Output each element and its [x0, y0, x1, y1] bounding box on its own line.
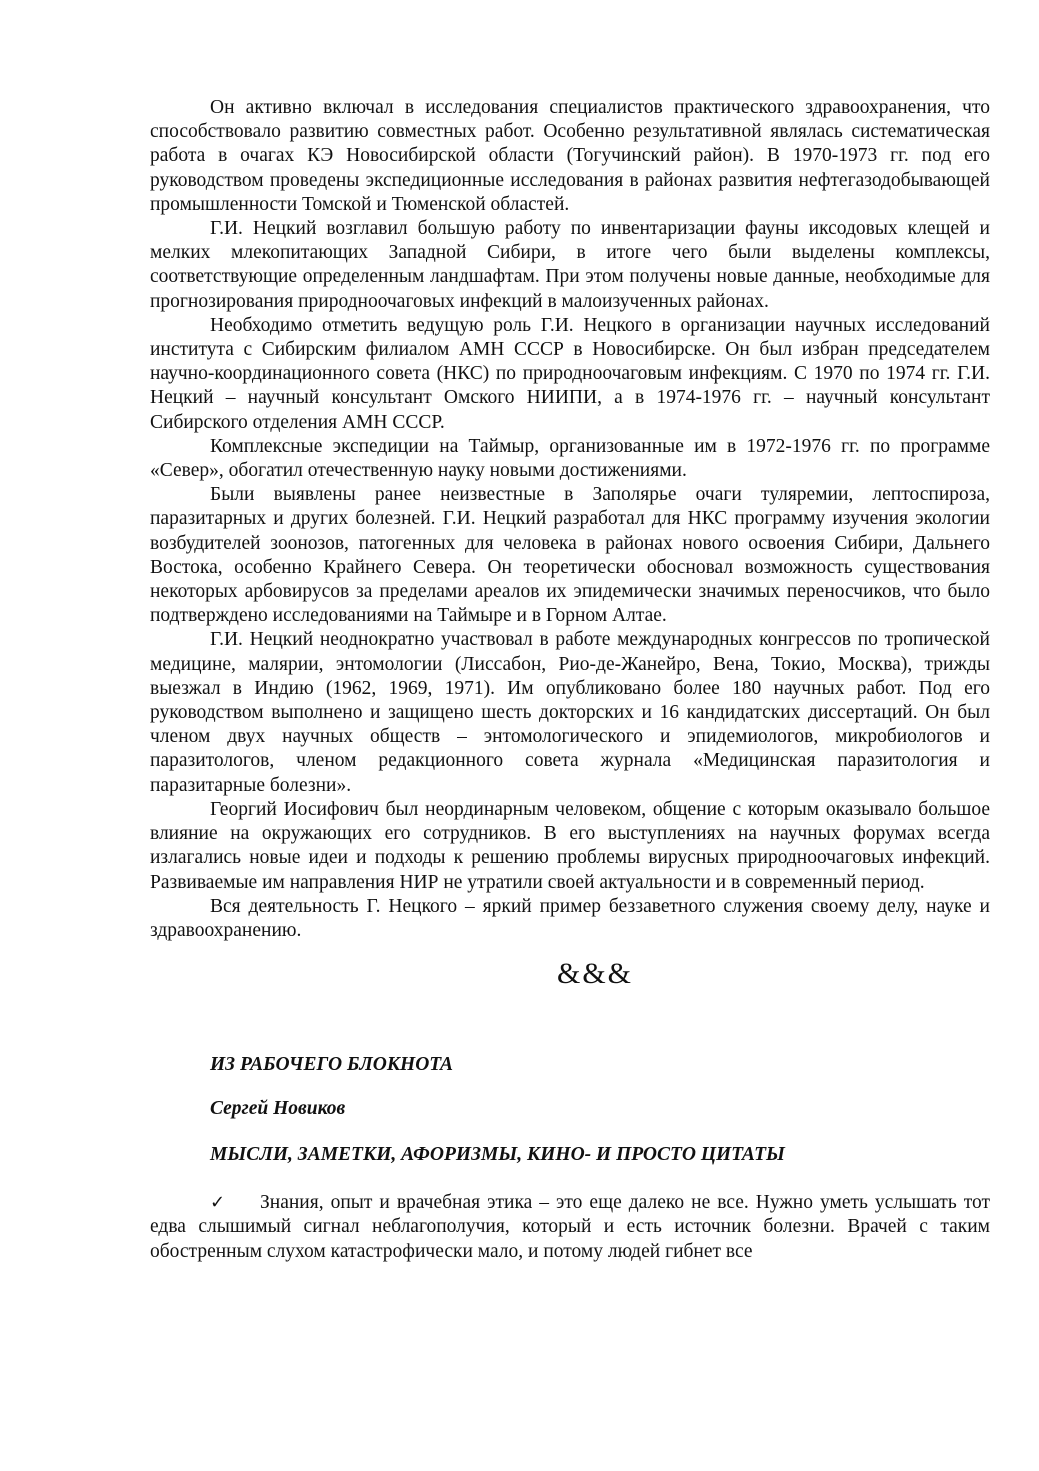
section-subtitle: МЫСЛИ, ЗАМЕТКИ, АФОРИЗМЫ, КИНО- И ПРОСТО ЦИТАТЫ: [210, 1144, 785, 1166]
document-page: [150, 96, 990, 1264]
body-paragraph: Комплексные экспедиции на Таймыр, организованные им в 1972-1976 гг. по программе «Север», обогатил отечественную науку новыми достижениями.: [150, 435, 990, 482]
section-title: ИЗ РАБОЧЕГО БЛОКНОТА: [210, 1054, 453, 1076]
quote-text: Знания, опыт и врачебная этика – это еще далеко не все. Нужно уметь услышать тот едва слышимый сигнал неблагополучия, который и есть источник болезни. Врачей с таким обостренным слухом катастрофически мало, и потому людей гибнет все: [150, 1192, 990, 1262]
body-paragraph: Г.И. Нецкий неоднократно участвовал в работе международных конгрессов по тропической медицине, малярии, энтомологии (Лиссабон, Рио-де-Жанейро, Вена, Токио, Москва), трижды выезжал в Индию (1962, 1969, 1971). Им опубликовано более 180 научных работ. Под его руководством выполнено и защищено шесть докторских и 16 кандидатских диссертаций. Он был членом двух научных обществ – энтомологического и эпидемиологов, микробиологов и паразитологов, членом редакционного совета журнала «Медицинская паразитология и паразитарные болезни».: [150, 629, 990, 796]
author-name: Сергей Новиков: [210, 1098, 346, 1120]
body-paragraph: Были выявлены ранее неизвестные в Заполярье очаги туляремии, лептоспироза, паразитарных и других болезней. Г.И. Нецкий разработал для НКС программу изучения экологии возбудителей зоонозов, патогенных для человека в районах нового освоения Сибири, Дальнего Востока, особенно Крайнего Севера. Он теоретически обосновал возможность существования некоторых арбовирусов за пределами ареалов их эпидемически значимых переносчиков, что было подтверждено исследованиями на Таймыре и в Горном Алтае.: [150, 484, 990, 627]
checkmark-icon: ✓: [210, 1192, 226, 1214]
body-paragraph: Георгий Иосифович был неординарным человеком, общение с которым оказывало большое влияние на окружающих его сотрудников. В его выступлениях на научных форумах всегда излагались новые идеи и подходы к решению проблемы вирусных природноочаговых инфекций. Развиваемые им направления НИР не утратили своей актуальности и в современный период.: [150, 798, 990, 893]
body-paragraph: Необходимо отметить ведущую роль Г.И. Нецкого в организации научных исследований института с Сибирским филиалом АМН СССР в Новосибирске. Он был избран председателем научно-координационного совета (НКС) по природноочаговым инфекциям. С 1970 по 1974 гг. Г.И. Нецкий – научный консультант Омского НИИПИ, а в 1974-1976 гг. – научный консультант Сибирского отделения АМН СССР.: [150, 314, 990, 433]
section-divider-ornament: &&&: [556, 957, 633, 991]
body-paragraph: Вся деятельность Г. Нецкого – яркий пример беззаветного служения своему делу, науке и здравоохранению.: [150, 895, 990, 941]
quote-item: [150, 1191, 990, 1264]
body-paragraph: Он активно включал в исследования специалистов практического здравоохранения, что способствовало развитию совместных работ. Особенно результативной являлась систематическая работа в очагах КЭ Новосибирской области (Тогучинский район). В 1970-1973 гг. под его руководством проведены экспедиционные исследования в районах развития нефтегазодобывающей промышленности Томской и Тюменской областей.: [150, 97, 990, 215]
body-paragraph: Г.И. Нецкий возглавил большую работу по инвентаризации фауны иксодовых клещей и мелких млекопитающих Западной Сибири, в итоге чего были выделены комплексы, соответствующие определенным ландшафтам. При этом получены новые данные, необходимые для прогнозирования природноочаговых инфекций в малоизученных районах.: [150, 218, 990, 312]
